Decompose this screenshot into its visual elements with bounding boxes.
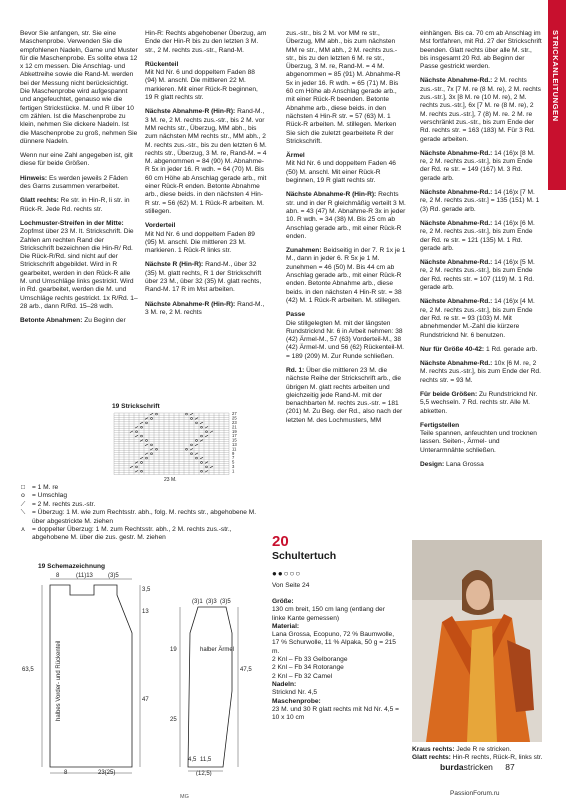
sleeve-dim-bottom-c: (12,5): [196, 771, 212, 776]
project-detail-line: [272, 698, 400, 706]
section-tab-label: STRICKANLEITUNGEN: [551, 30, 560, 122]
dim-height: 63,5: [22, 667, 34, 673]
sleeve-label: halber Ärmel: [200, 647, 235, 653]
instruction-paragraph: [420, 150, 542, 183]
sleeve-dim-bottom-b: 11,5: [200, 757, 212, 763]
instruction-text: 14 (16)x [6 M. re, 2 M. rechts zus.-str.], bis zum Ende der Rd. re str. = 121 (135) M. 1 Rd. gerade arb.: [420, 219, 535, 252]
instruction-text: 10x [6 M. re, 2 M. rechts zus.-str.], bis zum Ende der Rd. rechts str. = 93 M.: [420, 360, 541, 384]
instruction-label: Hinweis:: [20, 174, 48, 182]
instruction-paragraph: [420, 391, 542, 416]
instruction-paragraph: [286, 247, 406, 305]
knitting-chart-title: 19 Strickschrift: [112, 403, 160, 410]
paragraph: Mit Nd Nr. 6 und doppeltem Faden 89 (95) M. anschl. Die mittleren 23 M. markieren. 1 Rück-R links str.: [145, 230, 255, 255]
instruction-label: Zunahmen:: [286, 247, 322, 255]
sleeve-dim-top-right: (3)5: [220, 599, 231, 605]
section-heading: Fertigstellen: [420, 421, 460, 429]
legend-row: [18, 509, 268, 526]
instruction-text: 1 Rd. gerade arb.: [484, 345, 538, 353]
legend-symbol: ⋏: [20, 526, 26, 534]
instruction-label: Nächste Abnahme-Rd.:: [420, 77, 493, 85]
instruction-paragraph: [420, 360, 542, 385]
paragraph: Wenn nur eine Zahl angegeben ist, gilt diese für beide Größen.: [20, 152, 133, 168]
detail-text: Lana Grossa, Ecopuno, 72 % Baumwolle, 17 % Schurwolle, 11 % Alpaka, 50 g = 215 m.: [272, 631, 396, 655]
schematic-drawing: [20, 571, 270, 776]
row-number-label: 15: [232, 437, 237, 443]
instruction-text: 2 M. rechts zus.-str., 7x [7 M. re (8 M. re), 2 M. rechts zus.-str.], 3x [8 M. re (10 M. re), 2 M. rechts zus.-str.], 6x [7 M. re (8 M. re), 2 M. rechts zus.-str.], 7 (8) M. re. 2 M. re verschränkt zus.-str., bis zum Ende der Rd. rechts str. = 163 (183) M. Für 3 Rd. gerade arbeiten.: [420, 77, 541, 143]
schematic-title: 19 Schemazeichnung: [38, 563, 106, 570]
caption-text: Jede R re stricken.: [454, 746, 512, 753]
legend-text: = 2 M. rechts zus.-str.: [32, 500, 96, 508]
instruction-label: Rd. 1:: [286, 366, 305, 374]
sleeve-dim-47: 47,5: [240, 667, 252, 673]
row-number-label: 13: [232, 442, 237, 447]
paragraph: Hin-R: Rechts abgehobener Überzug, am Ende der Hin-R bis zu den letzten 3 M. str., 2 M. rechts zus.-str., Rand-M.: [145, 30, 267, 54]
caption-label: Glatt rechts:: [412, 754, 451, 762]
legend-text: = doppelter Überzug: 1 M. zum Rechtsstr. abh., 2 M. rechts zus.-str., abgehobene M. über die zus. gestr. M. ziehen: [32, 526, 232, 542]
detail-label: Maschenprobe:: [272, 697, 321, 705]
legend-row: [18, 492, 268, 500]
instruction-paragraph: [420, 346, 542, 354]
paragraph: Mit Nd Nr. 6 und doppeltem Faden 88 (94) M. anschl. Die mittleren 22 M. markieren. Mit einer Rück-R beginnen, 19 R glatt rechts str.: [145, 69, 258, 102]
knitting-chart: [112, 412, 260, 482]
project-detail-line: [272, 673, 400, 681]
dim-bottom-right: 23(25): [98, 770, 116, 776]
project-detail-line: [272, 631, 400, 656]
instruction-paragraph: [286, 367, 406, 425]
instruction-text: Zopfmst über 23 M. lt. Strickschrift. Die Zahlen am rechten Rand der Strickschrift bezeichnen die Hin-R/ Rd. Die Rück-R/Rd. sind nicht auf der Strickschrift abgebildet. Wird in R gearbeitet, werden in den Rück-R alle M. und Umschläge links gestrickt. Wird in Rd. gearbeitet, werden die M. und Umschläge rechts gestrickt. 1x R/Rd. 1–28 arb., dann R/Rd. 15–28 wdh.: [20, 228, 138, 310]
detail-label: Nadeln:: [272, 680, 297, 688]
legend-row: [18, 484, 268, 492]
instruction-label: Betonte Abnahmen:: [20, 317, 83, 325]
instruction-label: Nächste Abnahme-Rd.:: [420, 298, 493, 306]
instruction-paragraph: [20, 197, 138, 214]
paragraph: einhängen. Bis ca. 70 cm ab Anschlag im Mst fortfahren, mit Rd. 27 der Strickschrift beenden. Glatt rechts über alle M. str., bis insgesamt 20 Rd. ab Beginn der Passe gestrickt werden.: [420, 30, 542, 71]
instruction-label: Nächste Abnahme-Rd.:: [420, 219, 493, 227]
caption-text: Hin-R rechts, Rück-R, links str.: [450, 754, 543, 762]
brand-name: burda: [440, 762, 464, 772]
instruction-text: Zu Rundstricknd Nr. 5,5 wechseln. 7 Rd. rechts str. Alle M. abketten.: [420, 390, 538, 415]
instruction-text: Zu Beginn der: [82, 317, 126, 325]
detail-text: 23 M. und 30 R glatt rechts mit Nd Nr. 4,5 = 10 x 10 cm: [272, 705, 399, 722]
legend-symbol: ⟍: [20, 509, 26, 517]
instruction-text: Rand-M., über 32 (35) M. glatt rechts, R 1 der Strickschrift über 23 M., über 32 (35) M. glatt rechts, Rand-M. 17 R im Mst arbeiten.: [145, 261, 262, 294]
instruction-paragraph: [145, 108, 267, 216]
instruction-label: Nächste Abnahme-R (Hin-R):: [145, 300, 236, 308]
sleeve-dim-bottom-a: 4,5: [188, 757, 197, 763]
instruction-label: Nächste Abnahme-Rd.:: [420, 259, 493, 267]
section-tab: [548, 0, 566, 190]
from-page: Von Seite 24: [272, 582, 310, 589]
stitch-count-label: 23 M.: [164, 477, 177, 482]
caption-line: [412, 746, 544, 754]
paragraph: Teile spannen, anfeuchten und trocknen lassen. Seiten-, Ärmel- und Unterarmnähte schließen.: [420, 430, 537, 454]
instruction-paragraph: [20, 175, 138, 192]
legend-symbol: □: [21, 484, 25, 491]
instruction-text: Es werden jeweils 2 Fäden des Garns zusammen verarbeitet.: [20, 174, 128, 191]
column-2: [145, 30, 267, 323]
project-detail-line: [272, 689, 400, 697]
watermark: PassionForum.ru: [450, 790, 500, 797]
brand-name-suffix: stricken: [463, 762, 493, 772]
project-detail-line: [272, 623, 400, 631]
instruction-text: 14 (16)x [4 M. re, 2 M. rechts zus.-str.], bis zum Ende der Rd. re str. = 93 (103) M. Mit abnehmender M.-Zahl die kürzere Rundstricknd Nr. 6 benutzen.: [420, 298, 535, 339]
instruction-paragraph: [145, 301, 267, 318]
dim-top-right: (3)5: [108, 573, 119, 579]
legend-text: = Überzug: 1 M. wie zum Rechtsstr. abh., folg. M. rechts str., abgehobene M. über abgestrickte M. ziehen: [32, 509, 257, 525]
project-detail-line: [272, 656, 400, 664]
detail-label: Material:: [272, 622, 300, 630]
dim-right-13: 13: [142, 609, 149, 615]
detail-text: 2 Knl – Fb 33 Gelborange: [272, 656, 348, 664]
legend-text: = 1 M. re: [32, 484, 59, 491]
row-number-label: 9: [232, 450, 235, 456]
row-number-label: 3: [232, 464, 235, 469]
project-name: Schultertuch: [272, 550, 337, 562]
row-number-label: 19: [232, 428, 237, 434]
row-number-label: 1: [232, 468, 235, 474]
instruction-text: 14 (16)x [7 M. re, 2 M. rechts zus.-str.] = 135 (151) M. 1 (3) Rd. gerade arb.: [420, 189, 540, 213]
column-1: [20, 30, 138, 332]
instruction-label: Glatt rechts:: [20, 197, 59, 205]
dim-bottom-left: 8: [64, 770, 68, 776]
instruction-text: Rand-M., 3 M. re, 2 M. rechts: [145, 300, 265, 316]
instruction-paragraph: [420, 298, 542, 339]
project-detail-line: [272, 681, 400, 689]
legend-row: [18, 526, 268, 543]
page-number: 87: [505, 762, 515, 772]
instruction-text: 14 (16)x [5 M. re, 2 M. rechts zus.-str.], bis zum Ende der Rd. rechts str. = 107 (119) M. 1 Rd. gerade arb.: [420, 259, 535, 292]
paragraph: zus.-str., bis 2 M. vor MM re str., Überzug, MM abh., bis zum nächsten MM re str., MM abh., 2 M. rechts zus.-str., bis zu den letzten 6 M. re str., Überzug, 3 M. re, Rand-M. = 4 M. abgenommen = 85 (91) M. Abnahme-R 5x in jeder 16. R wdh. = 65 (71) M. Bis 60 cm Höhe ab Anschlag gerade arb., mit einer Rück-R beenden. Betonte Abnahme arb., diese beids. in den nächsten 4 Hin-R str. = 57 (63) M. 1 Rück-R arbeiten. M. stillegen. Merken Sie sich die zuletzt gearbeitete R der Strickschrift.: [286, 30, 401, 145]
detail-text: Stricknd Nr. 4,5: [272, 689, 318, 697]
paragraph: Mit Nd Nr. 6 und doppeltem Faden 46 (50) M. anschl. Mit einer Rück-R beginnen, 19 R glatt rechts str.: [286, 160, 396, 185]
sleeve-dim-top-mid: (3)3: [206, 599, 217, 605]
instruction-paragraph: [420, 259, 542, 292]
paragraph: Bevor Sie anfangen, str. Sie eine Maschenprobe. Verwenden Sie die empfohlenen Nadeln, Garne und Muster für die Maschenprobe. Es sollte etwa 12 x 12 cm messen. Die Anschlag- und Abkettreihe sowie die Rand-M. werden bei der Messung nicht berücksichtigt. Die Maschenprobe wird aufgespannt und angefeuchtet, genauso wie die fertigen Strickstücke. M. und R über 10 cm zählen. Ist die Maschenprobe zu klein, nehmen Sie dickere Nadeln. Ist die Maschenprobe zu groß, nehmen Sie dünnere Nadeln.: [20, 30, 138, 145]
instruction-label: Lochmuster-Streifen in der Mitte:: [20, 219, 124, 227]
crop-mark-label: MG: [180, 794, 189, 800]
detail-text: 2 Knl – Fb 32 Camel: [272, 672, 333, 680]
legend-symbol: o: [21, 492, 25, 500]
instruction-paragraph: [420, 461, 542, 469]
instruction-label: Design:: [420, 461, 445, 469]
row-number-label: 21: [232, 424, 237, 430]
sleeve-dim-25: 25: [170, 717, 177, 723]
instruction-text: Beidseitig in der 7. R 1x je 1 M., dann in jeder 6. R 5x je 1 M. zunehmen = 46 (50) M. Bis 44 cm ab Anschlag gerade arb., mit einer Rück-R enden. Betonte Abnahme arb., diese beids. in den nächsten 4 Hin-R str. = 38 (42) M. 1 Rück-R arbeiten. M. stillegen.: [286, 247, 406, 304]
instruction-paragraph: [286, 191, 406, 241]
row-number-label: 7: [232, 455, 235, 461]
row-number-label: 5: [232, 459, 235, 465]
body-label: halbes Vorder- und Rückenteil: [56, 640, 62, 721]
column-4: [420, 30, 542, 475]
instruction-paragraph: [420, 189, 542, 214]
detail-label: Größe:: [272, 598, 294, 605]
instruction-label: Nur für Größe 40-42:: [420, 345, 485, 353]
instruction-text: Lana Grossa: [444, 461, 484, 469]
instruction-paragraph: [420, 220, 542, 253]
instruction-paragraph: [145, 261, 267, 294]
section-heading: Rückenteil: [145, 60, 179, 68]
dim-top-mid: (11)13: [76, 573, 93, 579]
project-details: [272, 598, 400, 722]
project-detail-line: [272, 606, 400, 623]
detail-text: 130 cm breit, 150 cm lang (entlang der linke Kante gemessen): [272, 606, 385, 622]
instruction-label: Nächste Abnahme-Rd.:: [420, 189, 493, 197]
project-heading: [272, 534, 400, 589]
body-outline: [50, 585, 132, 767]
row-number-label: 25: [232, 415, 237, 421]
instruction-label: Nächste Abnahme-Rd.:: [420, 149, 493, 157]
detail-text: 2 Knl – Fb 34 Rotorange: [272, 664, 344, 672]
instruction-label: Nächste R (Hin-R):: [145, 261, 204, 269]
column-3: [286, 30, 406, 431]
legend-text: = Umschlag: [32, 492, 67, 500]
section-heading: Passe: [286, 311, 306, 319]
project-detail-line: [272, 706, 400, 723]
instruction-text: Über die mittleren 23 M. die nächste Reihe der Strickschrift arb., die übrigen M. glatt rechts arbeiten und gleichzeitig jede Rand-M. mit der benachbarten M. rechts zus.-str. = 181 (201) M. Zu Beg. der Rd., also nach der letzten M. des Lochmusters, MM: [286, 366, 403, 424]
sleeve-dim-19: 19: [170, 647, 177, 653]
instruction-label: Nächste Abnahme-R (Hin-R):: [145, 108, 236, 116]
dim-right-top: 3,5: [142, 587, 151, 593]
instruction-text: Rand-M., 3 M. re, 2 M. rechts zus.-str., bis 2 M. vor MM rechts str., Überzug, MM abh., bis zum nächsten MM rechts str., MM abh., 2 M. rechts zus.-str., bis zu den letzten 6 M. rechts str., Überzug, 3 M. re, Rand-M. = 4 M. abgenommen = 84 (90) M. Abnahme-R 5x in jeder 16. R wdh. = 64 (70) M. Bis 60 cm Höhe ab Anschlag gerade arb., mit einer Rück-R enden. Betonte Abnahme arb., diese beids. in den nächsten 4 Hin-R str. = 56 (62) M. 1 Rück-R arbeiten. M. stillegen.: [145, 108, 267, 215]
legend-symbol: ⟋: [20, 500, 26, 508]
instruction-label: Für beide Größen:: [420, 390, 478, 398]
instruction-text: Rechts str. und in der R gleichmäßig verteilt 3 M. abn. = 43 (47) M. Abnahme-R 3x in jeder 10. R wdh. = 34 (38) M. Bis 25 cm ab Anschlag gerade arb., mit einer Rück-R enden.: [286, 191, 406, 240]
paragraph: Die stillgelegten M. mit der längsten Rundstricknd Nr. 6 in Arbeit nehmen: 38 (42) Ärmel-M., 57 (63) Vorderteil-M., 38 (42) Ärmel-M. und 56 (62) Rückenteil-M. = 189 (209) M. Zur Runde schließen.: [286, 319, 404, 360]
project-detail-line: [272, 598, 400, 606]
instruction-text: 14 (16)x [8 M. re, 2 M. rechts zus.-str.], bis zum Ende der Rd. re str. = 149 (167) M. 3 Rd. gerade arb.: [420, 149, 535, 182]
dim-right-47: 47: [142, 697, 149, 703]
row-number-label: 11: [232, 446, 237, 452]
legend-row: [18, 501, 268, 509]
instruction-paragraph: [20, 220, 138, 311]
instruction-label: Nächste Abnahme-Rd.:: [420, 360, 493, 368]
row-number-label: 17: [232, 433, 237, 439]
section-heading: Vorderteil: [145, 222, 176, 230]
project-detail-line: [272, 664, 400, 672]
instruction-label: Nächste Abnahme-R (Hin-R):: [286, 191, 377, 199]
section-heading: Ärmel: [286, 152, 305, 160]
project-number: 20: [272, 533, 289, 550]
sleeve-outline: [188, 607, 235, 767]
row-number-label: 23: [232, 420, 237, 425]
dim-top-left: 8: [56, 573, 60, 579]
page-footer: [440, 762, 515, 772]
difficulty-dots: ●●○○○: [272, 569, 302, 578]
instruction-paragraph: [20, 317, 138, 325]
caption-label: Kraus rechts:: [412, 746, 455, 753]
product-photo: [412, 540, 542, 742]
instruction-text: Re str. in Hin-R, li str. in Rück-R. Jede Rd. rechts str.: [20, 197, 130, 213]
sleeve-dim-top-left: (3)1: [192, 599, 203, 605]
chart-legend: [18, 484, 268, 543]
photo-caption: [412, 746, 544, 763]
instruction-paragraph: [420, 77, 542, 143]
row-number-label: 27: [232, 412, 237, 417]
